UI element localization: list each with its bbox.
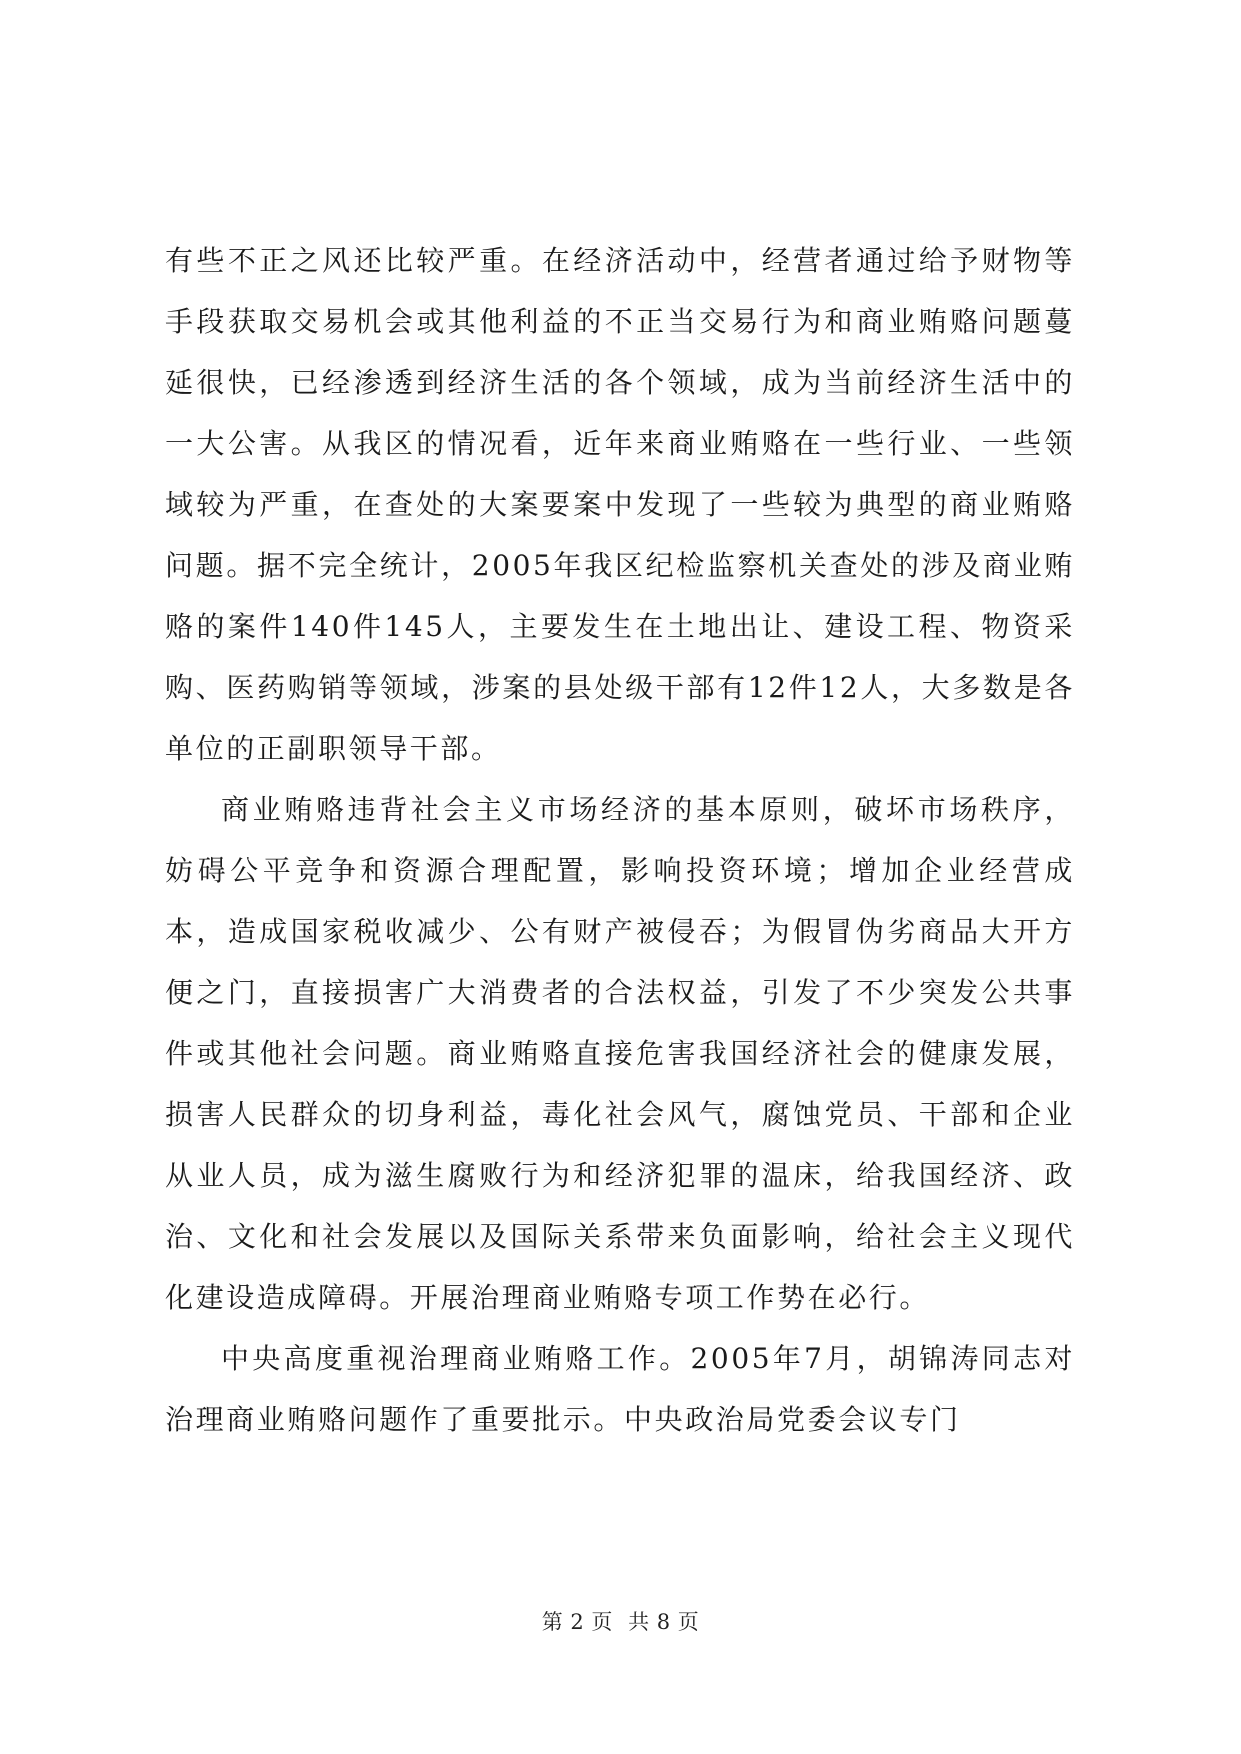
paragraph-1: 有些不正之风还比较严重。在经济活动中，经营者通过给予财物等手段获取交易机会或其他利益的不正当交易行为和商业贿赂问题蔓延很快，已经渗透到经济生活的各个领域，成为当前经济生活中的一大公害。从我区的情况看，近年来商业贿赂在一些行业、一些领域较为严重，在查处的大案要案中发现了一些较为典型的商业贿赂问题。据不完全统计，2005年我区纪检监察机关查处的涉及商业贿赂的案件140件145人，主要发生在土地出让、建设工程、物资采购、医药购销等领域，涉案的县处级干部有12件12人，大多数是各单位的正副职领导干部。 bbox=[165, 244, 1075, 765]
page-total: 共 8 页 bbox=[628, 1610, 700, 1634]
document-body bbox=[165, 230, 1075, 1450]
paragraph-3: 中央高度重视治理商业贿赂工作。2005年7月，胡锦涛同志对治理商业贿赂问题作了重要批示。中央政治局党委会议专门 bbox=[165, 1342, 1075, 1436]
paragraph-2: 商业贿赂违背社会主义市场经济的基本原则，破坏市场秩序，妨碍公平竞争和资源合理配置，影响投资环境；增加企业经营成本，造成国家税收减少、公有财产被侵吞；为假冒伪劣商品大开方便之门，直接损害广大消费者的合法权益，引发了不少突发公共事件或其他社会问题。商业贿赂直接危害我国经济社会的健康发展，损害人民群众的切身利益，毒化社会风气，腐蚀党员、干部和企业从业人员，成为滋生腐败行为和经济犯罪的温床，给我国经济、政治、文化和社会发展以及国际关系带来负面影响，给社会主义现代化建设造成障碍。开展治理商业贿赂专项工作势在必行。 bbox=[165, 793, 1075, 1314]
page-number: 第 2 页 bbox=[541, 1610, 613, 1634]
page-footer bbox=[0, 1606, 1241, 1636]
